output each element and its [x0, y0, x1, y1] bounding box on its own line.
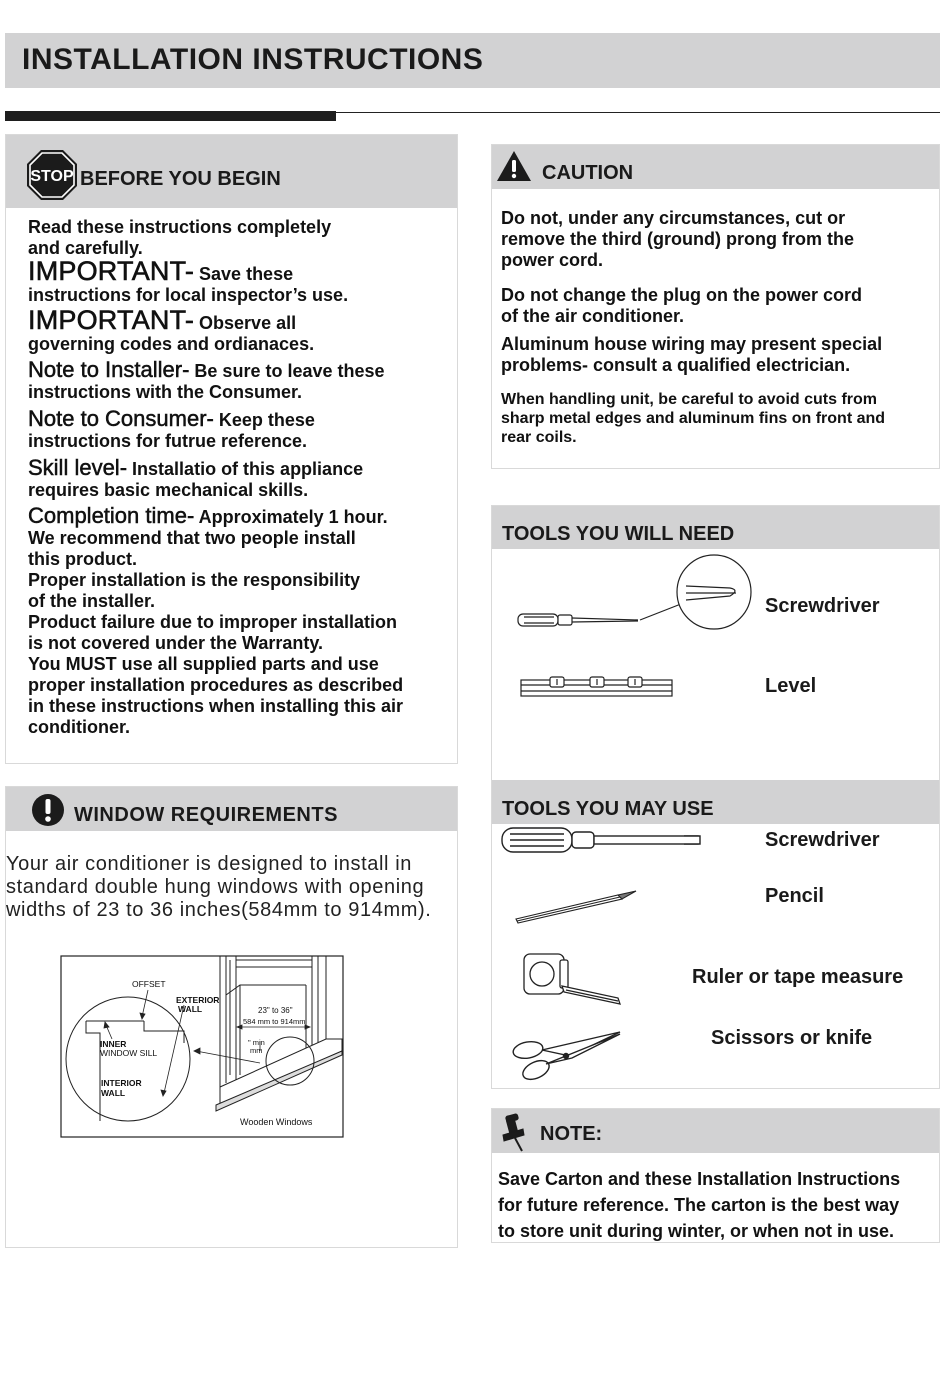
- text-line: instructions for local inspector’s use.: [28, 285, 349, 305]
- stop-sign-icon: [26, 149, 78, 201]
- text-line: to store unit during winter, or when not in use.: [498, 1221, 894, 1241]
- stop-sign-label: STOP: [30, 168, 74, 185]
- width-label: 23" to 36": [258, 1006, 293, 1015]
- text-line: Installatio of this appliance: [132, 459, 364, 479]
- window-requirements-text: [6, 853, 457, 922]
- caution-panel: [491, 144, 940, 469]
- diagram-caption: Wooden Windows: [240, 1117, 313, 1127]
- tool-may-pencil-label: Pencil: [765, 885, 824, 907]
- note-heading: NOTE:: [540, 1123, 603, 1145]
- caution-body: [501, 208, 941, 447]
- header-rule-accent: [5, 111, 336, 121]
- tool-may-screwdriver-label: Screwdriver: [765, 829, 880, 851]
- text-line: Read these instructions completely: [28, 217, 332, 237]
- text-line: sharp metal edges and aluminum fins on front and: [501, 410, 886, 427]
- interior-wall-label: INTERIOR: [101, 1078, 142, 1088]
- text-line: Do not change the plug on the power cord: [501, 285, 862, 305]
- screwdriver-icon: [500, 824, 704, 856]
- text-line: proper installation procedures as described: [28, 675, 404, 695]
- tools-may-header: [492, 780, 939, 824]
- text-line: We recommend that two people install: [28, 528, 356, 548]
- text-line: of the installer.: [28, 591, 156, 611]
- completion-time-label: Completion time-: [28, 503, 195, 528]
- pushpin-icon: [502, 1113, 528, 1153]
- note-panel: [491, 1108, 940, 1243]
- text-line: When handling unit, be careful to avoid cuts from: [501, 391, 878, 408]
- note-consumer-label: Note to Consumer-: [28, 406, 214, 431]
- tool-need-screwdriver-label: Screwdriver: [765, 595, 880, 617]
- inner-sill-label-2: WINDOW SILL: [100, 1048, 158, 1058]
- tool-may-tape-label: Ruler or tape measure: [692, 966, 904, 988]
- text-line: standard double hung windows with opening: [6, 876, 425, 898]
- important-label: IMPORTANT-: [28, 256, 195, 286]
- width-mm-label: 584 mm to 914mm: [243, 1017, 306, 1026]
- text-line: You MUST use all supplied parts and use: [28, 654, 379, 674]
- min-label: " min: [248, 1038, 265, 1047]
- text-line: Save Carton and these Installation Instructions: [498, 1169, 901, 1189]
- text-line: problems- consult a qualified electrician.: [501, 355, 851, 375]
- offset-label: OFFSET: [132, 979, 166, 989]
- text-line: power cord.: [501, 250, 604, 270]
- tape-measure-icon: [522, 950, 626, 1006]
- window-diagram: [60, 955, 344, 1139]
- inner-sill-label: INNER: [100, 1039, 127, 1049]
- exclamation-icon: [31, 793, 65, 827]
- tools-panel: [491, 505, 940, 1089]
- window-requirements-heading: WINDOW REQUIREMENTS: [74, 804, 338, 826]
- text-line: Product failure due to improper installation: [28, 612, 398, 632]
- skill-level-label: Skill level-: [28, 455, 128, 480]
- pencil-icon: [514, 889, 638, 925]
- note-header: [492, 1109, 939, 1153]
- text-line: Your air conditioner is designed to install in: [6, 853, 412, 875]
- text-line: Proper installation is the responsibility: [28, 570, 361, 590]
- tool-need-level-label: Level: [765, 675, 817, 697]
- before-you-begin-body: [28, 217, 453, 738]
- text-line: conditioner.: [28, 717, 131, 737]
- important-label: IMPORTANT-: [28, 305, 195, 335]
- text-line: in these instructions when installing this air: [28, 696, 404, 716]
- text-line: Aluminum house wiring may present special: [501, 334, 883, 354]
- before-you-begin-heading: BEFORE YOU BEGIN: [80, 168, 281, 190]
- text-line: Do not, under any circumstances, cut or: [501, 208, 846, 228]
- note-installer-label: Note to Installer-: [28, 357, 190, 382]
- text-line: rear coils.: [501, 429, 577, 446]
- scissors-icon: [510, 1028, 624, 1082]
- warning-triangle-icon: [496, 150, 532, 182]
- tools-may-heading: TOOLS YOU MAY USE: [502, 798, 714, 820]
- before-you-begin-panel: [5, 134, 458, 764]
- text-line: remove the third (ground) prong from the: [501, 229, 854, 249]
- text-line: Approximately 1 hour.: [198, 507, 388, 527]
- tools-need-heading: TOOLS YOU WILL NEED: [502, 523, 735, 545]
- text-line: this product.: [28, 549, 137, 569]
- before-you-begin-header: [6, 135, 457, 208]
- text-line: Observe all: [199, 313, 297, 333]
- text-line: instructions for futrue reference.: [28, 431, 308, 451]
- text-line: requires basic mechanical skills.: [28, 480, 309, 500]
- screwdriver-detail-icon: [516, 554, 756, 638]
- window-requirements-panel: [5, 786, 458, 1248]
- text-line: is not covered under the Warranty.: [28, 633, 324, 653]
- exterior-wall-label-2: WALL: [178, 1004, 203, 1014]
- tools-need-header: [492, 506, 939, 549]
- caution-header: [492, 145, 939, 189]
- text-line: for future reference. The carton is the best way: [498, 1195, 900, 1215]
- text-line: widths of 23 to 36 inches(584mm to 914mm).: [6, 899, 432, 921]
- text-line: and carefully.: [28, 238, 143, 258]
- text-line: of the air conditioner.: [501, 306, 685, 326]
- title-bar: [5, 33, 940, 88]
- min-mm-label: mm: [250, 1046, 263, 1055]
- tool-may-scissors-label: Scissors or knife: [711, 1027, 873, 1049]
- caution-heading: CAUTION: [542, 162, 634, 184]
- text-line: Keep these: [218, 410, 315, 430]
- window-requirements-header: [6, 787, 457, 831]
- page-title: INSTALLATION INSTRUCTIONS: [22, 43, 484, 76]
- exterior-wall-label: EXTERIOR: [176, 995, 220, 1005]
- text-line: instructions with the Consumer.: [28, 382, 303, 402]
- text-line: Save these: [199, 264, 294, 284]
- interior-wall-label-2: WALL: [101, 1088, 126, 1098]
- text-line: governing codes and ordianaces.: [28, 334, 315, 354]
- level-icon: [520, 673, 674, 699]
- note-body: [498, 1166, 938, 1244]
- text-line: Be sure to leave these: [194, 361, 385, 381]
